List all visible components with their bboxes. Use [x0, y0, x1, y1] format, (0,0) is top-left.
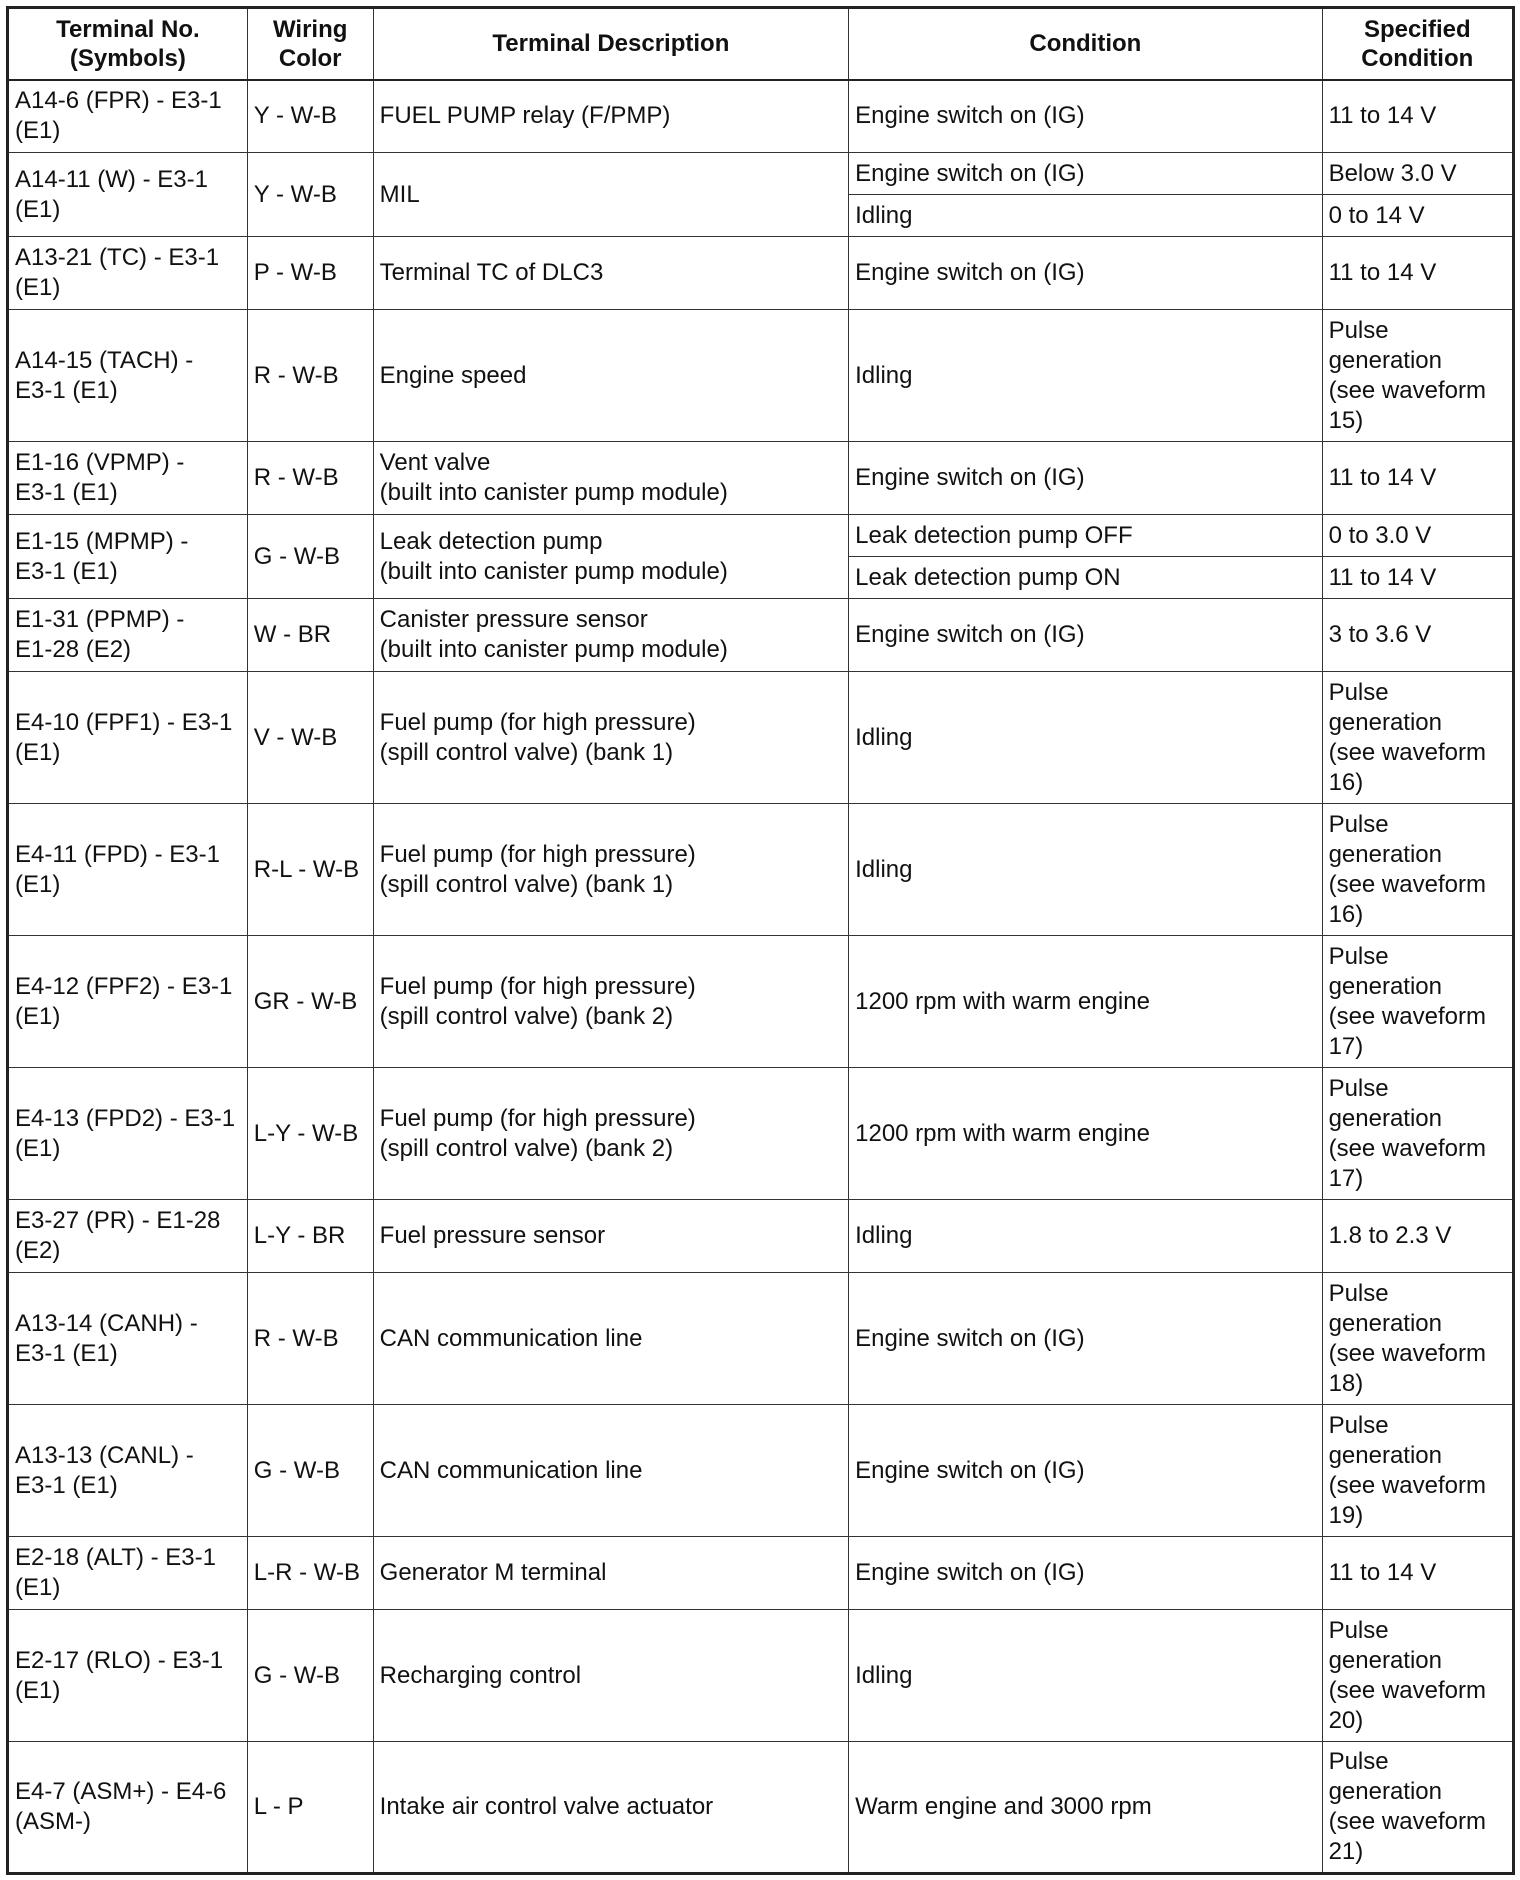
header-specified-condition: [1322, 8, 1513, 80]
specified-line: 21): [1328, 1838, 1364, 1865]
specified-line: (see waveform: [1328, 738, 1486, 766]
table-row: [8, 804, 1514, 936]
specified-line: generation: [1328, 1646, 1443, 1674]
description-line: (spill control valve) (bank 2): [379, 1134, 674, 1162]
description-line: (spill control valve) (bank 2): [379, 1002, 674, 1030]
description-line: Recharging control: [379, 1661, 582, 1689]
specified-line: generation: [1328, 972, 1443, 1000]
description-line: Canister pressure sensor: [379, 606, 648, 633]
header-specified-line: Condition: [1361, 44, 1474, 72]
condition-cell: Leak detection pump OFF: [849, 515, 1322, 557]
table-row: [8, 599, 1514, 672]
specified-line: 18): [1328, 1369, 1364, 1397]
condition-cell: Engine switch on (IG): [849, 237, 1322, 310]
description-line: FUEL PUMP relay (F/PMP): [379, 102, 671, 130]
terminal-line: A14-15 (TACH) -: [15, 346, 194, 374]
terminal-line: (E1): [15, 117, 61, 145]
description-cell: [373, 672, 848, 804]
specified-line: 0 to 14 V: [1328, 201, 1425, 229]
terminal-cell: [8, 237, 248, 310]
wiring-color-cell: G - W-B: [247, 1405, 373, 1537]
description-cell: [373, 1200, 848, 1273]
specified-line: generation: [1328, 346, 1443, 374]
table-row: [8, 237, 1514, 310]
specified-line: Below 3.0 V: [1328, 159, 1457, 187]
terminal-line: (E1): [15, 738, 61, 766]
specified-line: (see waveform: [1328, 1471, 1486, 1499]
terminal-cell: [8, 153, 248, 237]
terminal-cell: [8, 515, 248, 599]
table-row: [8, 1200, 1514, 1273]
terminal-line: E4-13 (FPD2) - E3-1: [15, 1104, 236, 1132]
terminal-cell: [8, 80, 248, 153]
wiring-color-cell: L-R - W-B: [247, 1537, 373, 1610]
header-terminal-line: Terminal No.: [56, 15, 200, 43]
specified-line: generation: [1328, 1441, 1443, 1469]
header-wiring-line: Color: [278, 44, 342, 72]
description-line: Fuel pump (for high pressure): [379, 1104, 696, 1132]
terminal-cell: [8, 442, 248, 515]
terminal-line: (E1): [15, 1002, 61, 1030]
specified-line: (see waveform: [1328, 1002, 1486, 1030]
table-row: [8, 1405, 1514, 1537]
wiring-color-cell: R - W-B: [247, 442, 373, 515]
table-row: [8, 1742, 1514, 1874]
specified-line: 17): [1328, 1164, 1364, 1192]
table-row: [8, 515, 1514, 557]
description-cell: [373, 804, 848, 936]
wiring-color-cell: GR - W-B: [247, 936, 373, 1068]
wiring-color-cell: L-Y - W-B: [247, 1068, 373, 1200]
specified-line: 15): [1328, 406, 1364, 434]
condition-cell: Leak detection pump ON: [849, 557, 1322, 599]
specified-line: 16): [1328, 768, 1364, 796]
condition-cell: Engine switch on (IG): [849, 80, 1322, 153]
terminal-line: E2-18 (ALT) - E3-1: [15, 1544, 216, 1571]
specified-line: generation: [1328, 1778, 1443, 1805]
table-row: [8, 1537, 1514, 1610]
specified-line: (see waveform: [1328, 1339, 1486, 1367]
description-line: Terminal TC of DLC3: [379, 259, 604, 286]
terminal-line: (E1): [15, 274, 61, 301]
terminal-line: E1-15 (MPMP) -: [15, 527, 189, 555]
specified-line: 16): [1328, 900, 1364, 928]
specified-condition-cell: [1322, 936, 1513, 1068]
terminal-cell: [8, 1273, 248, 1405]
description-line: Fuel pump (for high pressure): [379, 840, 696, 868]
condition-cell: 1200 rpm with warm engine: [849, 936, 1322, 1068]
description-line: MIL: [379, 180, 420, 208]
wiring-color-cell: V - W-B: [247, 672, 373, 804]
specified-line: (see waveform: [1328, 1676, 1486, 1704]
wiring-color-cell: G - W-B: [247, 1610, 373, 1742]
header-description: Terminal Description: [373, 8, 848, 80]
description-line: Generator M terminal: [379, 1559, 607, 1586]
terminal-cell: [8, 1537, 248, 1610]
specified-line: 0 to 3.0 V: [1328, 521, 1432, 549]
terminal-line: A13-13 (CANL) -: [15, 1441, 194, 1469]
condition-cell: Idling: [849, 1200, 1322, 1273]
terminal-line: E4-7 (ASM+) - E4-6: [15, 1778, 227, 1805]
specified-line: generation: [1328, 1309, 1443, 1337]
description-line: Intake air control valve actuator: [379, 1793, 714, 1820]
condition-cell: Idling: [849, 310, 1322, 442]
specified-line: Pulse: [1328, 1748, 1389, 1775]
description-cell: [373, 1273, 848, 1405]
specified-line: Pulse: [1328, 1074, 1389, 1102]
description-cell: [373, 599, 848, 672]
table-row: [8, 672, 1514, 804]
description-cell: [373, 310, 848, 442]
specified-condition-cell: [1322, 1273, 1513, 1405]
condition-cell: Idling: [849, 195, 1322, 237]
description-line: Fuel pressure sensor: [379, 1222, 606, 1249]
condition-cell: Engine switch on (IG): [849, 1537, 1322, 1610]
wiring-color-cell: R-L - W-B: [247, 804, 373, 936]
table-row: [8, 1068, 1514, 1200]
description-line: (spill control valve) (bank 1): [379, 738, 674, 766]
terminal-cell: [8, 804, 248, 936]
description-cell: [373, 1537, 848, 1610]
specified-condition-cell: [1322, 237, 1513, 310]
condition-cell: Engine switch on (IG): [849, 1405, 1322, 1537]
terminal-line: E1-28 (E2): [15, 636, 132, 663]
wiring-color-cell: G - W-B: [247, 515, 373, 599]
specified-condition-cell: [1322, 310, 1513, 442]
terminal-line: (E1): [15, 1134, 61, 1162]
description-line: Leak detection pump: [379, 527, 603, 555]
wiring-color-cell: Y - W-B: [247, 80, 373, 153]
terminal-cell: [8, 1068, 248, 1200]
terminal-line: E3-27 (PR) - E1-28: [15, 1207, 221, 1234]
description-line: (built into canister pump module): [379, 479, 728, 506]
header-wiring-color: [247, 8, 373, 80]
terminal-line: E4-11 (FPD) - E3-1: [15, 840, 220, 868]
terminal-line: A13-21 (TC) - E3-1: [15, 244, 220, 271]
terminal-line: E3-1 (E1): [15, 1471, 118, 1499]
specified-condition-cell: [1322, 1742, 1513, 1874]
specified-condition-cell: [1322, 195, 1513, 237]
terminal-table: [6, 6, 1515, 1875]
specified-line: (see waveform: [1328, 1808, 1486, 1835]
condition-cell: 1200 rpm with warm engine: [849, 1068, 1322, 1200]
specified-condition-cell: [1322, 672, 1513, 804]
terminal-line: E3-1 (E1): [15, 376, 118, 404]
specified-line: Pulse: [1328, 942, 1389, 970]
terminal-line: E2-17 (RLO) - E3-1: [15, 1646, 224, 1674]
description-line: Vent valve: [379, 449, 491, 476]
specified-line: 3 to 3.6 V: [1328, 621, 1432, 648]
terminal-line: E4-12 (FPF2) - E3-1: [15, 972, 233, 1000]
specified-condition-cell: [1322, 515, 1513, 557]
terminal-line: A13-14 (CANH) -: [15, 1309, 198, 1337]
terminal-line: E3-1 (E1): [15, 1339, 118, 1367]
condition-cell: Idling: [849, 1610, 1322, 1742]
description-line: Fuel pump (for high pressure): [379, 708, 696, 736]
specified-line: generation: [1328, 708, 1443, 736]
description-line: CAN communication line: [379, 1324, 643, 1352]
table-row: [8, 80, 1514, 153]
specified-condition-cell: [1322, 557, 1513, 599]
terminal-table-container: [6, 6, 1515, 1875]
wiring-color-cell: L-Y - BR: [247, 1200, 373, 1273]
specified-line: (see waveform: [1328, 870, 1486, 898]
description-cell: [373, 515, 848, 599]
terminal-line: (E1): [15, 870, 61, 898]
description-line: Fuel pump (for high pressure): [379, 972, 696, 1000]
specified-line: 1.8 to 2.3 V: [1328, 1222, 1452, 1249]
terminal-cell: [8, 1610, 248, 1742]
condition-cell: Idling: [849, 672, 1322, 804]
table-body: [8, 80, 1514, 1874]
specified-line: Pulse: [1328, 1616, 1389, 1644]
table-row: [8, 936, 1514, 1068]
terminal-cell: [8, 936, 248, 1068]
specified-line: 11 to 14 V: [1328, 563, 1437, 591]
specified-condition-cell: [1322, 1405, 1513, 1537]
specified-condition-cell: [1322, 1610, 1513, 1742]
terminal-line: E1-16 (VPMP) -: [15, 449, 185, 476]
terminal-line: E3-1 (E1): [15, 557, 118, 585]
description-line: (spill control valve) (bank 1): [379, 870, 674, 898]
header-wiring-line: Wiring: [272, 15, 348, 43]
table-row: [8, 442, 1514, 515]
specified-line: (see waveform: [1328, 376, 1486, 404]
terminal-line: E4-10 (FPF1) - E3-1: [15, 708, 233, 736]
description-cell: [373, 1742, 848, 1874]
terminal-line: (E1): [15, 1574, 61, 1601]
specified-line: Pulse: [1328, 1411, 1389, 1439]
condition-cell: Engine switch on (IG): [849, 153, 1322, 195]
specified-condition-cell: [1322, 1537, 1513, 1610]
header-terminal-line: (Symbols): [69, 44, 186, 72]
table-row: [8, 153, 1514, 195]
terminal-line: E1-31 (PPMP) -: [15, 606, 185, 633]
condition-cell: Engine switch on (IG): [849, 1273, 1322, 1405]
specified-line: Pulse: [1328, 316, 1389, 344]
description-cell: [373, 936, 848, 1068]
wiring-color-cell: P - W-B: [247, 237, 373, 310]
description-line: Engine speed: [379, 361, 527, 389]
header-terminal: [8, 8, 248, 80]
specified-line: 20): [1328, 1706, 1364, 1734]
wiring-color-cell: W - BR: [247, 599, 373, 672]
specified-line: Pulse: [1328, 1279, 1389, 1307]
specified-line: 11 to 14 V: [1328, 464, 1437, 491]
description-line: (built into canister pump module): [379, 557, 728, 585]
terminal-line: (E1): [15, 1676, 61, 1704]
terminal-line: A14-11 (W) - E3-1: [15, 165, 208, 193]
specified-line: 11 to 14 V: [1328, 259, 1437, 286]
condition-cell: Warm engine and 3000 rpm: [849, 1742, 1322, 1874]
wiring-color-cell: R - W-B: [247, 1273, 373, 1405]
specified-line: 11 to 14 V: [1328, 102, 1437, 130]
description-cell: [373, 442, 848, 515]
description-cell: [373, 1068, 848, 1200]
wiring-color-cell: R - W-B: [247, 310, 373, 442]
terminal-cell: [8, 1200, 248, 1273]
terminal-cell: [8, 1405, 248, 1537]
table-row: [8, 1610, 1514, 1742]
condition-cell: Idling: [849, 804, 1322, 936]
description-line: CAN communication line: [379, 1456, 643, 1484]
specified-condition-cell: [1322, 599, 1513, 672]
header-condition: Condition: [849, 8, 1322, 80]
description-cell: [373, 1610, 848, 1742]
specified-condition-cell: [1322, 80, 1513, 153]
table-row: [8, 310, 1514, 442]
specified-condition-cell: [1322, 804, 1513, 936]
table-row: [8, 1273, 1514, 1405]
description-cell: [373, 80, 848, 153]
terminal-line: A14-6 (FPR) - E3-1: [15, 87, 222, 115]
specified-condition-cell: [1322, 442, 1513, 515]
terminal-cell: [8, 310, 248, 442]
specified-line: Pulse: [1328, 678, 1389, 706]
description-line: (built into canister pump module): [379, 636, 728, 663]
description-cell: [373, 153, 848, 237]
specified-line: generation: [1328, 840, 1443, 868]
terminal-line: (ASM-): [15, 1808, 91, 1835]
specified-line: Pulse: [1328, 810, 1389, 838]
table-header-row: [8, 8, 1514, 80]
terminal-line: E3-1 (E1): [15, 479, 118, 506]
description-cell: [373, 237, 848, 310]
specified-line: 17): [1328, 1032, 1364, 1060]
specified-condition-cell: [1322, 1200, 1513, 1273]
terminal-cell: [8, 599, 248, 672]
specified-line: 11 to 14 V: [1328, 1559, 1437, 1586]
specified-condition-cell: [1322, 1068, 1513, 1200]
terminal-line: (E2): [15, 1237, 61, 1264]
wiring-color-cell: Y - W-B: [247, 153, 373, 237]
header-specified-line: Specified: [1363, 15, 1471, 43]
wiring-color-cell: L - P: [247, 1742, 373, 1874]
terminal-cell: [8, 672, 248, 804]
condition-cell: Engine switch on (IG): [849, 442, 1322, 515]
terminal-line: (E1): [15, 195, 61, 223]
specified-line: 19): [1328, 1501, 1364, 1529]
specified-condition-cell: [1322, 153, 1513, 195]
terminal-cell: [8, 1742, 248, 1874]
description-cell: [373, 1405, 848, 1537]
condition-cell: Engine switch on (IG): [849, 599, 1322, 672]
specified-line: generation: [1328, 1104, 1443, 1132]
specified-line: (see waveform: [1328, 1134, 1486, 1162]
